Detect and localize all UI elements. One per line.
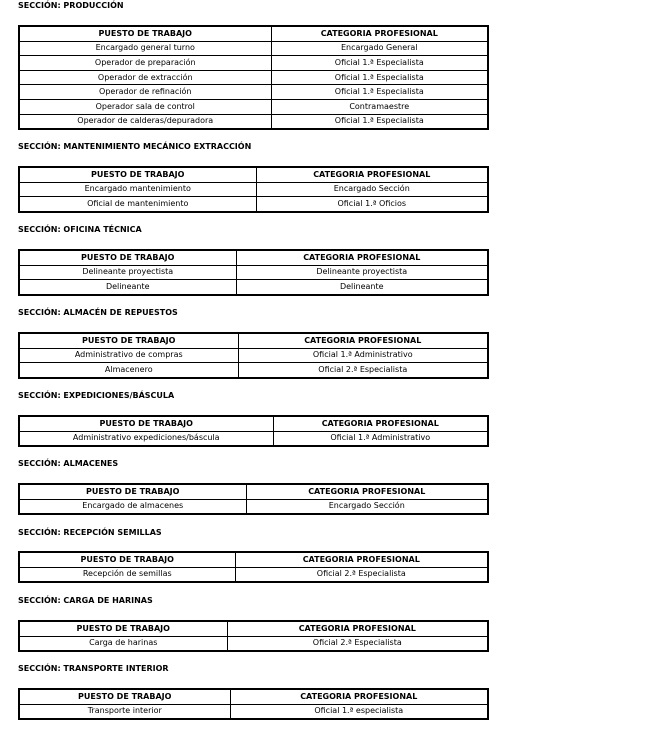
table-row bbox=[19, 363, 488, 378]
table-row bbox=[19, 636, 488, 651]
section-7-title: SECCIÓN: RECEPCIÓN SEMILLAS bbox=[18, 528, 162, 537]
header-categoria: CATEGORIA PROFESIONAL bbox=[246, 484, 488, 499]
header-puesto: PUESTO DE TRABAJO bbox=[19, 333, 238, 348]
header-puesto: PUESTO DE TRABAJO bbox=[19, 552, 235, 567]
cell-categoria: Encargado Sección bbox=[256, 182, 488, 197]
section-5-title: SECCIÓN: EXPEDICIONES/BÁSCULA bbox=[18, 391, 175, 400]
cell-puesto: Transporte interior bbox=[19, 704, 230, 719]
section-3-table bbox=[18, 249, 489, 296]
cell-puesto: Encargado de almacenes bbox=[19, 499, 246, 514]
table-header-row bbox=[19, 621, 488, 636]
cell-categoria: Oficial 1.ª Especialista bbox=[271, 114, 488, 129]
header-categoria: CATEGORIA PROFESIONAL bbox=[235, 552, 488, 567]
section-5-table bbox=[18, 415, 489, 447]
cell-puesto: Encargado mantenimiento bbox=[19, 182, 256, 197]
cell-puesto: Recepción de semillas bbox=[19, 567, 235, 582]
table-header-row bbox=[19, 333, 488, 348]
section-6-table bbox=[18, 483, 489, 515]
table-row bbox=[19, 265, 488, 280]
cell-categoria: Oficial 1.ª especialista bbox=[230, 704, 488, 719]
cell-puesto: Encargado general turno bbox=[19, 41, 271, 56]
header-categoria: CATEGORIA PROFESIONAL bbox=[256, 167, 488, 182]
table-row bbox=[19, 431, 488, 446]
section-9-title: SECCIÓN: TRANSPORTE INTERIOR bbox=[18, 664, 169, 673]
table-row bbox=[19, 197, 488, 212]
table-header-row bbox=[19, 167, 488, 182]
header-puesto: PUESTO DE TRABAJO bbox=[19, 167, 256, 182]
table-row bbox=[19, 85, 488, 100]
table-header-row bbox=[19, 689, 488, 704]
table-row bbox=[19, 499, 488, 514]
section-1-table bbox=[18, 25, 489, 130]
section-3-title: SECCIÓN: OFICINA TÉCNICA bbox=[18, 225, 142, 234]
table-row bbox=[19, 280, 488, 295]
table-header-row bbox=[19, 552, 488, 567]
cell-categoria: Oficial 1.ª Especialista bbox=[271, 85, 488, 100]
cell-puesto: Carga de harinas bbox=[19, 636, 227, 651]
table-row bbox=[19, 182, 488, 197]
header-puesto: PUESTO DE TRABAJO bbox=[19, 250, 236, 265]
cell-categoria: Oficial 1.ª Especialista bbox=[271, 56, 488, 71]
table-header-row bbox=[19, 250, 488, 265]
header-categoria: CATEGORIA PROFESIONAL bbox=[273, 416, 488, 431]
section-4-table bbox=[18, 332, 489, 379]
table-header-row bbox=[19, 484, 488, 499]
cell-categoria: Contramaestre bbox=[271, 99, 488, 114]
cell-categoria: Oficial 2.ª Especialista bbox=[227, 636, 488, 651]
section-1-title: SECCIÓN: PRODUCCIÓN bbox=[18, 1, 124, 10]
header-categoria: CATEGORIA PROFESIONAL bbox=[271, 26, 488, 41]
header-puesto: PUESTO DE TRABAJO bbox=[19, 26, 271, 41]
cell-puesto: Oficial de mantenimiento bbox=[19, 197, 256, 212]
cell-puesto: Delineante proyectista bbox=[19, 265, 236, 280]
cell-puesto: Administrativo expediciones/báscula bbox=[19, 431, 273, 446]
table-row bbox=[19, 70, 488, 85]
cell-categoria: Oficial 1.ª Administrativo bbox=[273, 431, 488, 446]
section-2-title: SECCIÓN: MANTENIMIENTO MECÁNICO EXTRACCIÓN bbox=[18, 142, 252, 151]
cell-categoria: Oficial 1.ª Administrativo bbox=[238, 348, 488, 363]
table-row bbox=[19, 348, 488, 363]
header-categoria: CATEGORIA PROFESIONAL bbox=[238, 333, 488, 348]
section-8-table bbox=[18, 620, 489, 652]
table-row bbox=[19, 41, 488, 56]
cell-categoria: Encargado General bbox=[271, 41, 488, 56]
cell-puesto: Administrativo de compras bbox=[19, 348, 238, 363]
header-categoria: CATEGORIA PROFESIONAL bbox=[236, 250, 488, 265]
table-row bbox=[19, 704, 488, 719]
header-puesto: PUESTO DE TRABAJO bbox=[19, 621, 227, 636]
section-8-title: SECCIÓN: CARGA DE HARINAS bbox=[18, 596, 153, 605]
cell-categoria: Oficial 1.ª Especialista bbox=[271, 70, 488, 85]
cell-puesto: Almacenero bbox=[19, 363, 238, 378]
table-row bbox=[19, 56, 488, 71]
header-puesto: PUESTO DE TRABAJO bbox=[19, 484, 246, 499]
table-row bbox=[19, 114, 488, 129]
cell-puesto: Delineante bbox=[19, 280, 236, 295]
cell-categoria: Oficial 2.ª Especialista bbox=[235, 567, 488, 582]
cell-puesto: Operador de refinación bbox=[19, 85, 271, 100]
section-9-table bbox=[18, 688, 489, 720]
cell-puesto: Operador de extracción bbox=[19, 70, 271, 85]
section-4-title: SECCIÓN: ALMACÉN DE REPUESTOS bbox=[18, 308, 178, 317]
header-categoria: CATEGORIA PROFESIONAL bbox=[230, 689, 488, 704]
cell-categoria: Oficial 1.ª Oficios bbox=[256, 197, 488, 212]
section-6-title: SECCIÓN: ALMACENES bbox=[18, 459, 119, 468]
table-header-row bbox=[19, 26, 488, 41]
table-header-row bbox=[19, 416, 488, 431]
cell-categoria: Oficial 2.ª Especialista bbox=[238, 363, 488, 378]
header-categoria: CATEGORIA PROFESIONAL bbox=[227, 621, 488, 636]
cell-categoria: Encargado Sección bbox=[246, 499, 488, 514]
header-puesto: PUESTO DE TRABAJO bbox=[19, 689, 230, 704]
cell-categoria: Delineante bbox=[236, 280, 488, 295]
table-row bbox=[19, 99, 488, 114]
section-7-table bbox=[18, 551, 489, 583]
section-2-table bbox=[18, 166, 489, 213]
cell-categoria: Delineante proyectista bbox=[236, 265, 488, 280]
cell-puesto: Operador de preparación bbox=[19, 56, 271, 71]
table-row bbox=[19, 567, 488, 582]
header-puesto: PUESTO DE TRABAJO bbox=[19, 416, 273, 431]
cell-puesto: Operador sala de control bbox=[19, 99, 271, 114]
cell-puesto: Operador de calderas/depuradora bbox=[19, 114, 271, 129]
